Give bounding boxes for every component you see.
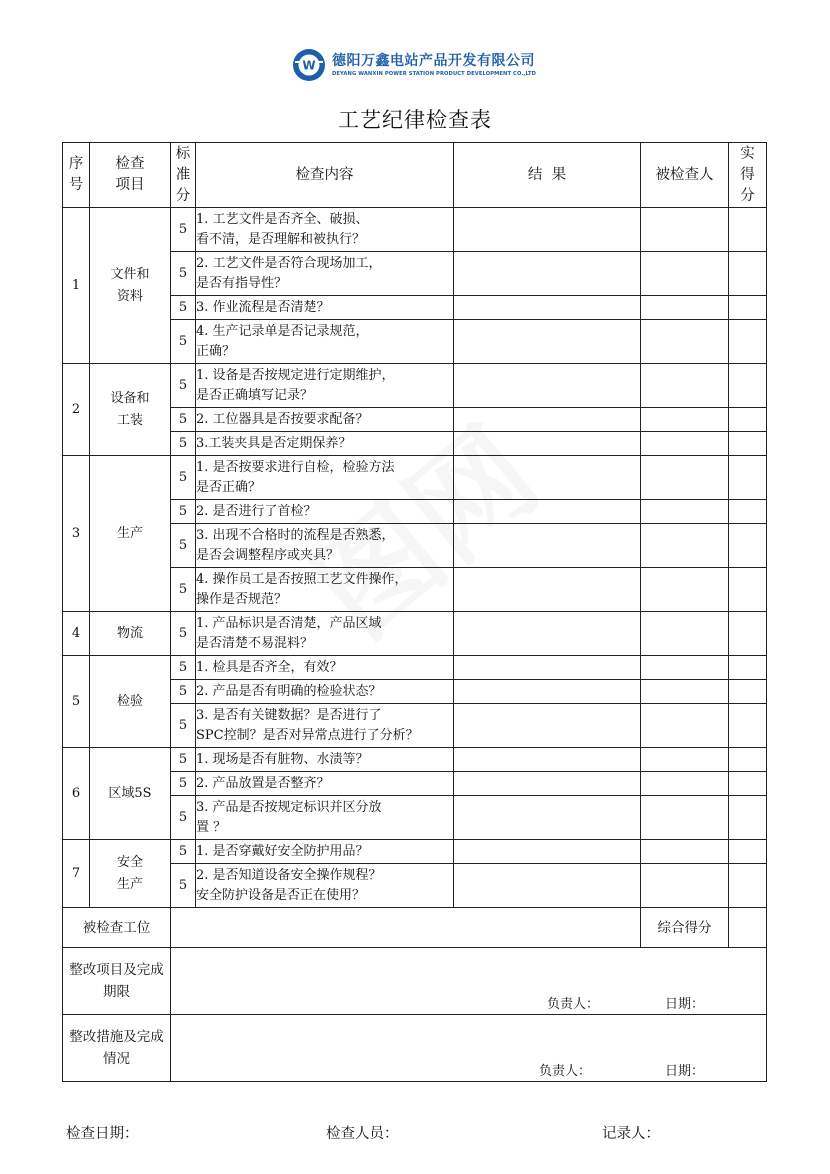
result-cell[interactable]: [454, 500, 641, 524]
standard-score: 5: [171, 772, 196, 796]
rectify-measures-row-label: 整改措施及完成 情况: [63, 1015, 171, 1082]
actual-score-cell[interactable]: [729, 208, 767, 252]
check-content: 3. 产品是否按规定标识并区分放 置 ？: [196, 796, 454, 840]
standard-score: 5: [171, 408, 196, 432]
footer-inspector: 检查人员：: [326, 1126, 399, 1142]
group-item: 安全 生产: [90, 840, 171, 908]
position-label: 被检查工位: [63, 908, 171, 948]
check-content: 3. 是否有关键数据？是否进行了 SPC控制？是否对异常点进行了分析？: [196, 704, 454, 748]
actual-score-cell[interactable]: [729, 432, 767, 456]
inspection-table: [62, 142, 767, 1082]
group-item: 检验: [90, 656, 171, 748]
standard-score: 5: [171, 500, 196, 524]
actual-score-cell[interactable]: [729, 408, 767, 432]
check-content: 1. 检具是否齐全，有效？: [196, 656, 454, 680]
standard-score: 5: [171, 252, 196, 296]
total-score-value[interactable]: [729, 908, 767, 948]
company-logo-icon: [292, 48, 326, 82]
checklist-row: [63, 364, 767, 408]
inspectee-cell[interactable]: [641, 252, 729, 296]
date-label: 日期：: [665, 997, 705, 1012]
inspectee-cell[interactable]: [641, 320, 729, 364]
inspectee-cell[interactable]: [641, 568, 729, 612]
standard-score: 5: [171, 568, 196, 612]
actual-score-cell[interactable]: [729, 252, 767, 296]
check-content: 3.工装夹具是否定期保养？: [196, 432, 454, 456]
rectify-items-row-area[interactable]: [171, 948, 767, 1015]
owner-label: 负责人：: [547, 997, 600, 1012]
total-score-label: 综合得分: [641, 908, 729, 948]
group-index: 2: [63, 364, 90, 456]
check-content: 1. 工艺文件是否齐全、破损、 看不清，是否理解和被执行？: [196, 208, 454, 252]
result-cell[interactable]: [454, 704, 641, 748]
group-index: 1: [63, 208, 90, 364]
date-label: 日期：: [665, 1064, 705, 1079]
logo-letter: W: [302, 58, 316, 73]
group-item: 文件和 资料: [90, 208, 171, 364]
inspectee-cell[interactable]: [641, 796, 729, 840]
actual-score-cell[interactable]: [729, 524, 767, 568]
inspectee-cell[interactable]: [641, 408, 729, 432]
check-content: 2. 是否进行了首检？: [196, 500, 454, 524]
rectify-measures-row-area[interactable]: [171, 1015, 767, 1082]
header-actual-score: 实 得 分: [729, 143, 767, 208]
standard-score: 5: [171, 796, 196, 840]
group-index: 7: [63, 840, 90, 908]
checklist-row: [63, 208, 767, 252]
check-content: 2. 产品放置是否整齐？: [196, 772, 454, 796]
position-value[interactable]: [171, 908, 641, 948]
check-content: 2. 工位器具是否按要求配备？: [196, 408, 454, 432]
header-row: [63, 143, 767, 208]
standard-score: 5: [171, 656, 196, 680]
standard-score: 5: [171, 612, 196, 656]
result-cell[interactable]: [454, 796, 641, 840]
standard-score: 5: [171, 680, 196, 704]
actual-score-cell[interactable]: [729, 864, 767, 908]
result-cell[interactable]: [454, 656, 641, 680]
actual-score-cell[interactable]: [729, 568, 767, 612]
checklist-row: [63, 612, 767, 656]
header-result: 结 果: [454, 143, 641, 208]
company-name-cn: 德阳万鑫电站产品开发有限公司: [332, 52, 535, 69]
standard-score: 5: [171, 432, 196, 456]
group-item: 物流: [90, 612, 171, 656]
inspectee-cell[interactable]: [641, 524, 729, 568]
actual-score-cell[interactable]: [729, 320, 767, 364]
header-inspectee: 被检查人: [641, 143, 729, 208]
check-content: 2. 产品是否有明确的检验状态？: [196, 680, 454, 704]
group-index: 4: [63, 612, 90, 656]
checklist-row: [63, 840, 767, 864]
header-index: 序 号: [63, 143, 90, 208]
result-cell[interactable]: [454, 680, 641, 704]
inspectee-cell[interactable]: [641, 748, 729, 772]
check-content: 1. 设备是否按规定进行定期维护， 是否正确填写记录？: [196, 364, 454, 408]
group-item: 设备和 工装: [90, 364, 171, 456]
actual-score-cell[interactable]: [729, 500, 767, 524]
group-index: 5: [63, 656, 90, 748]
check-content: 1. 现场是否有脏物、水渍等？: [196, 748, 454, 772]
group-item: 生产: [90, 456, 171, 612]
checklist-row: [63, 456, 767, 500]
result-cell[interactable]: [454, 320, 641, 364]
owner-label: 负责人：: [539, 1064, 592, 1079]
result-cell[interactable]: [454, 568, 641, 612]
inspectee-cell[interactable]: [641, 296, 729, 320]
actual-score-cell[interactable]: [729, 612, 767, 656]
actual-score-cell[interactable]: [729, 772, 767, 796]
header-standard-score: 标 准 分: [171, 143, 196, 208]
result-cell[interactable]: [454, 208, 641, 252]
inspectee-cell[interactable]: [641, 208, 729, 252]
inspectee-cell[interactable]: [641, 500, 729, 524]
standard-score: 5: [171, 456, 196, 500]
inspectee-cell[interactable]: [641, 656, 729, 680]
inspectee-cell[interactable]: [641, 864, 729, 908]
standard-score: 5: [171, 524, 196, 568]
header-content: 检查内容: [196, 143, 454, 208]
check-content: 2. 工艺文件是否符合现场加工， 是否有指导性？: [196, 252, 454, 296]
actual-score-cell[interactable]: [729, 704, 767, 748]
rectify-items-row-label: 整改项目及完成 期限: [63, 948, 171, 1015]
result-cell[interactable]: [454, 456, 641, 500]
result-cell[interactable]: [454, 612, 641, 656]
check-content: 3. 出现不合格时的流程是否熟悉， 是否会调整程序或夹具？: [196, 524, 454, 568]
result-cell[interactable]: [454, 296, 641, 320]
group-item: 区域5S: [90, 748, 171, 840]
result-cell[interactable]: [454, 772, 641, 796]
standard-score: 5: [171, 320, 196, 364]
check-content: 4. 生产记录单是否记录规范， 正确？: [196, 320, 454, 364]
footer-check-date: 检查日期：: [66, 1126, 139, 1142]
rectify-items-row: [63, 948, 767, 1015]
standard-score: 5: [171, 748, 196, 772]
inspectee-cell[interactable]: [641, 772, 729, 796]
check-content: 1. 产品标识是否清楚，产品区域 是否清楚不易混料？: [196, 612, 454, 656]
check-content: 1. 是否按要求进行自检，检验方法 是否正确？: [196, 456, 454, 500]
actual-score-cell[interactable]: [729, 748, 767, 772]
actual-score-cell[interactable]: [729, 364, 767, 408]
actual-score-cell[interactable]: [729, 680, 767, 704]
result-cell[interactable]: [454, 748, 641, 772]
result-cell[interactable]: [454, 864, 641, 908]
checklist-row: [63, 748, 767, 772]
check-content: 2. 是否知道设备安全操作规程？ 安全防护设备是否正在使用？: [196, 864, 454, 908]
document-title: 工艺纪律检查表: [338, 108, 492, 132]
summary-position-row: [63, 908, 767, 948]
checklist-row: [63, 656, 767, 680]
result-cell[interactable]: [454, 432, 641, 456]
inspectee-cell[interactable]: [641, 840, 729, 864]
result-cell[interactable]: [454, 252, 641, 296]
standard-score: 5: [171, 296, 196, 320]
result-cell[interactable]: [454, 408, 641, 432]
rectify-measures-row: [63, 1015, 767, 1082]
result-cell[interactable]: [454, 524, 641, 568]
check-content: 4. 操作员工是否按照工艺文件操作， 操作是否规范？: [196, 568, 454, 612]
inspectee-cell[interactable]: [641, 680, 729, 704]
actual-score-cell[interactable]: [729, 840, 767, 864]
actual-score-cell[interactable]: [729, 296, 767, 320]
standard-score: 5: [171, 208, 196, 252]
result-cell[interactable]: [454, 364, 641, 408]
actual-score-cell[interactable]: [729, 456, 767, 500]
group-index: 3: [63, 456, 90, 612]
inspectee-cell[interactable]: [641, 432, 729, 456]
group-index: 6: [63, 748, 90, 840]
standard-score: 5: [171, 864, 196, 908]
inspectee-cell[interactable]: [641, 612, 729, 656]
standard-score: 5: [171, 704, 196, 748]
actual-score-cell[interactable]: [729, 656, 767, 680]
header-item: 检查 项目: [90, 143, 171, 208]
inspectee-cell[interactable]: [641, 364, 729, 408]
standard-score: 5: [171, 840, 196, 864]
actual-score-cell[interactable]: [729, 796, 767, 840]
company-name-en: DEYANG WANXIN POWER STATION PRODUCT DEVELOPMENT CO.,LTD: [332, 70, 537, 77]
footer-recorder: 记录人：: [602, 1126, 660, 1142]
inspectee-cell[interactable]: [641, 704, 729, 748]
check-content: 3. 作业流程是否清楚？: [196, 296, 454, 320]
inspectee-cell[interactable]: [641, 456, 729, 500]
standard-score: 5: [171, 364, 196, 408]
company-logo: [292, 48, 536, 82]
check-content: 1. 是否穿戴好安全防护用品？: [196, 840, 454, 864]
result-cell[interactable]: [454, 840, 641, 864]
